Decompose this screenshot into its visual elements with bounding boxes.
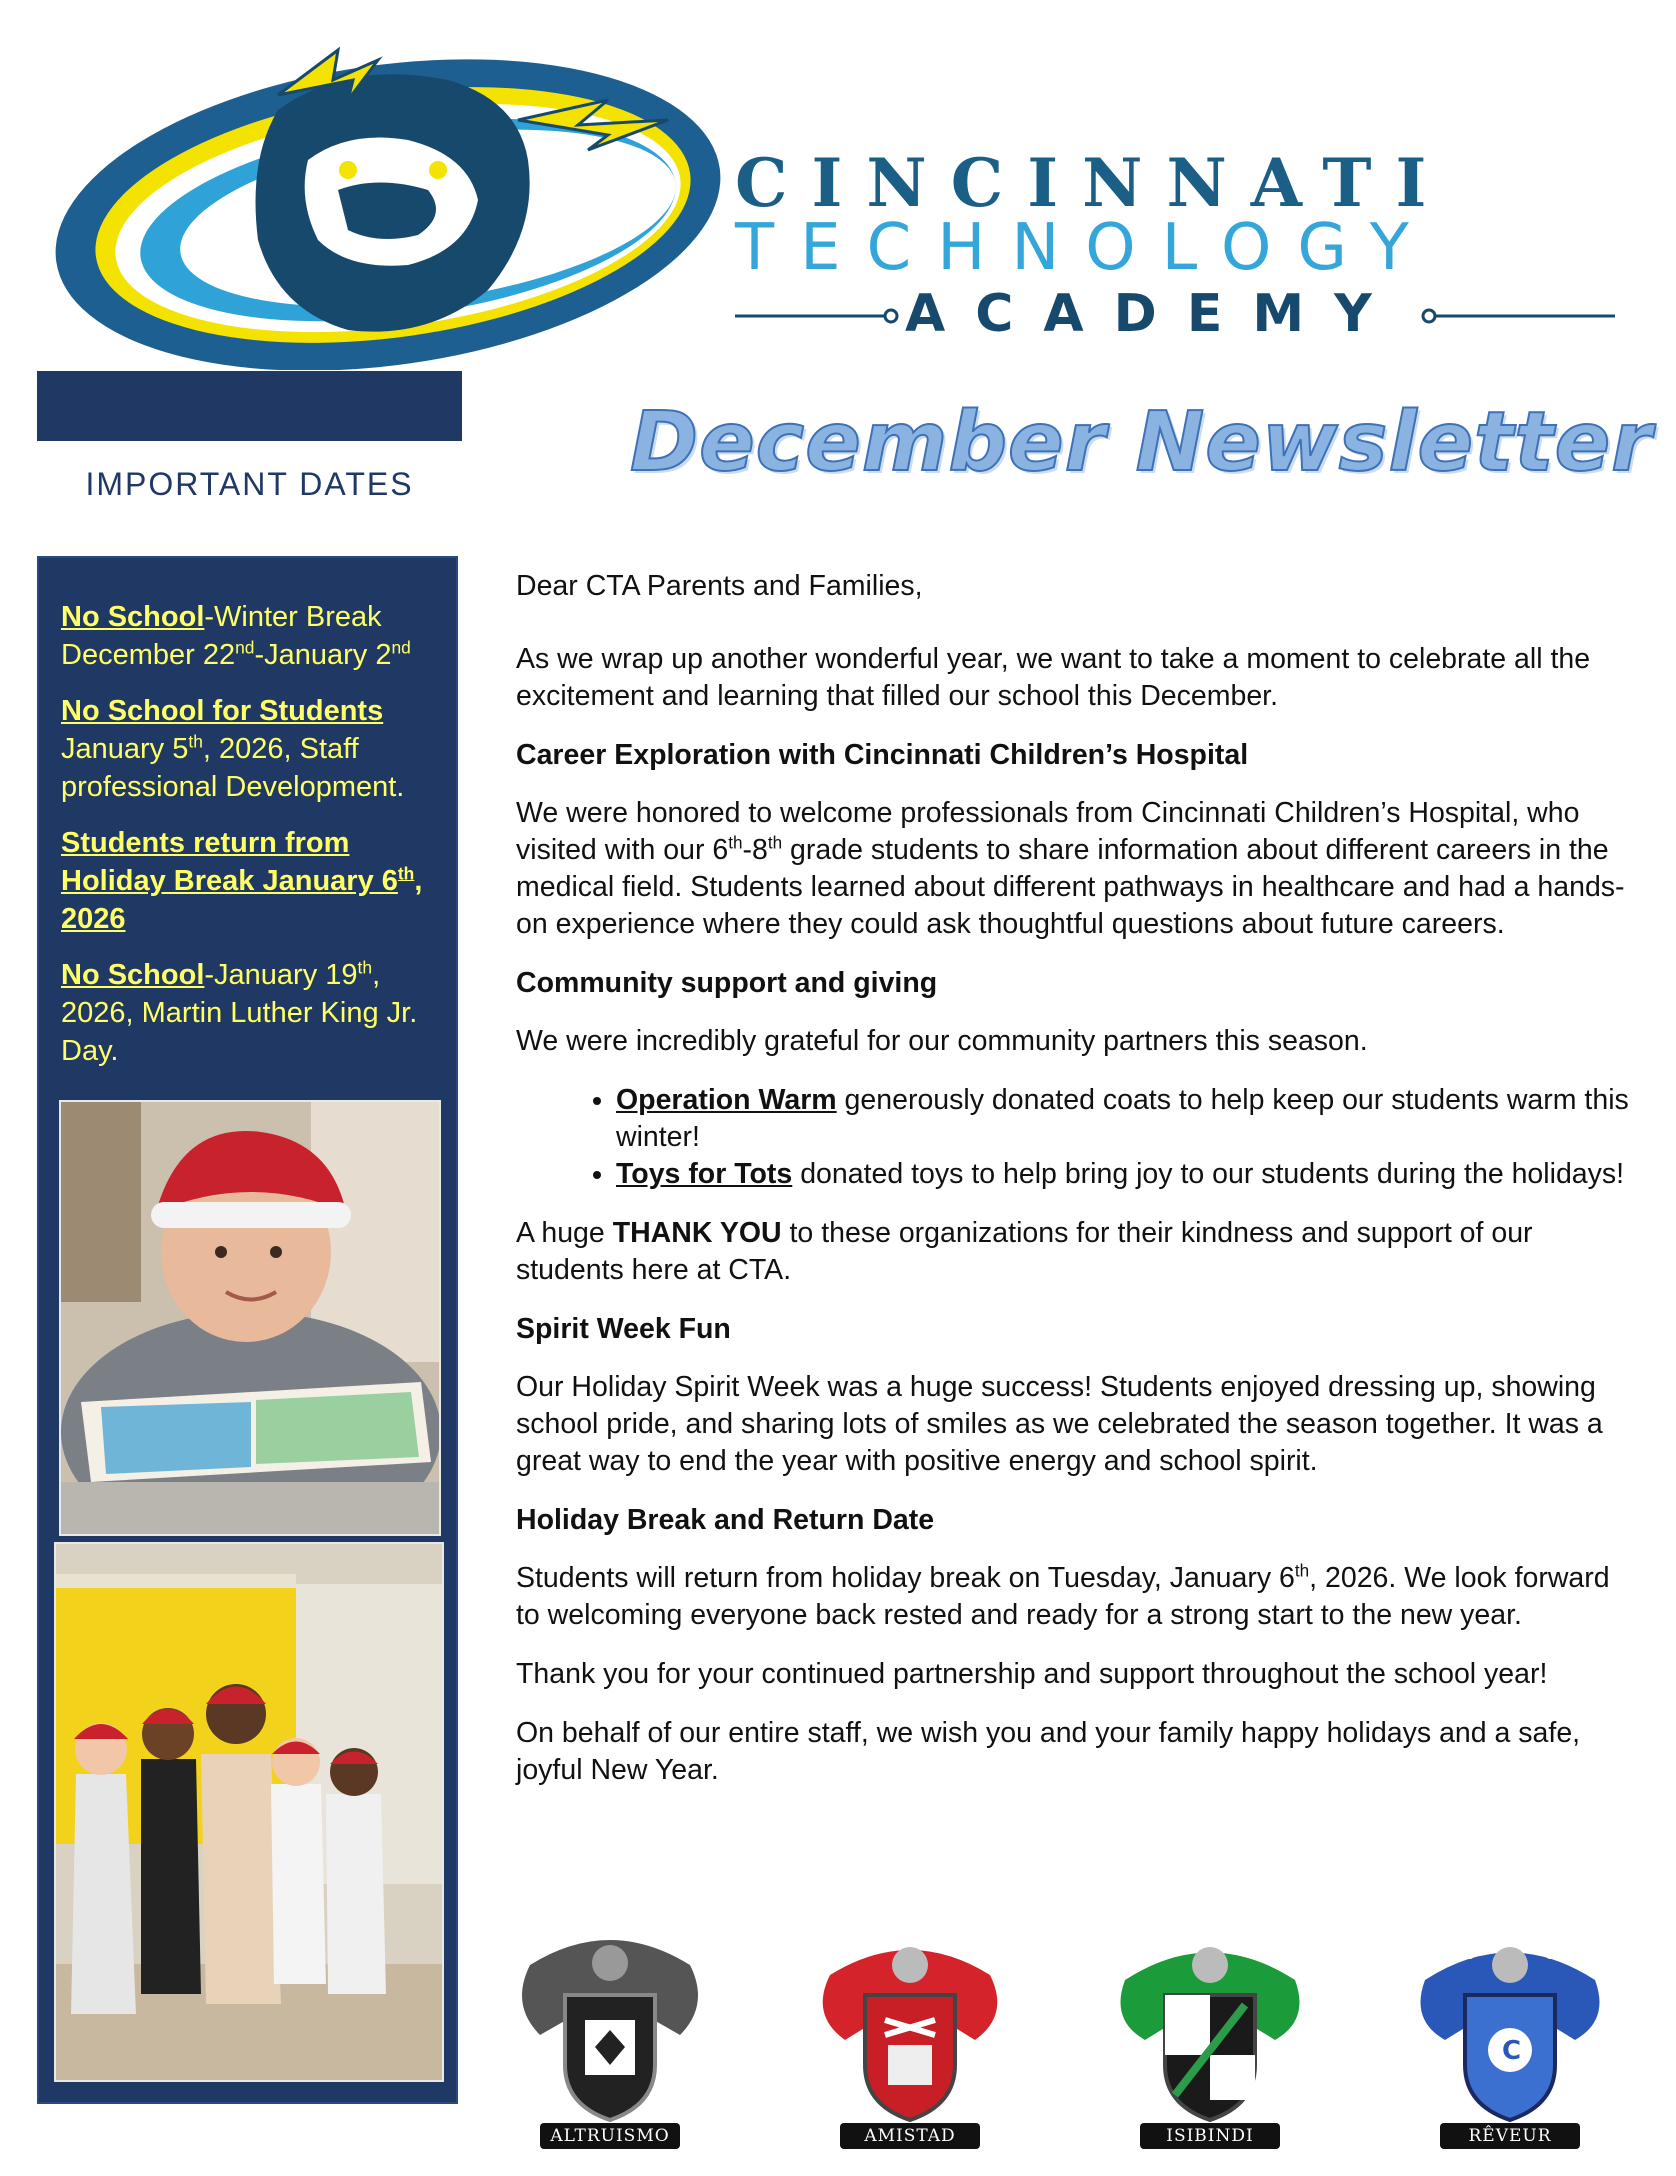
newsletter-title: December Newsletter — [630, 395, 1653, 490]
crest-shield-icon — [1410, 1925, 1610, 2125]
dates-list — [61, 598, 451, 1088]
partner-operation-warm: Operation Warm — [616, 1084, 837, 1116]
crest-reveur — [1410, 1925, 1610, 2155]
intro-paragraph: As we wrap up another wonderful year, we want to take a moment to celebrate all the excitement and learning that filled our school this December. — [516, 643, 1591, 712]
crest-shield-icon — [810, 1925, 1010, 2125]
svg-text:C: C — [1502, 2036, 1522, 2066]
closing-thanks: Thank you for your continued partnership and support throughout the school year! — [516, 1658, 1548, 1690]
wordmark-academy: ACADEMY — [905, 284, 1402, 344]
important-dates-panel — [37, 556, 458, 2104]
greeting: Dear CTA Parents and Families, — [516, 570, 923, 602]
date-item: No School-Winter Break December 22nd-January 2nd — [61, 601, 411, 671]
partner-toys-for-tots: Toys for Tots — [616, 1158, 793, 1190]
thank-you-paragraph: A huge THANK YOU to these organizations for their kindness and support of our students here at CTA. — [516, 1217, 1533, 1286]
date-item: No School for Students January 5th, 2026, Staff professional Development. — [61, 695, 405, 803]
crest-altruismo — [510, 1925, 710, 2155]
section-heading-return: Holiday Break and Return Date — [516, 1504, 935, 1536]
crest-amistad — [810, 1925, 1010, 2155]
community-intro: We were incredibly grateful for our community partners this season. — [516, 1025, 1368, 1057]
photo-students-group — [54, 1542, 444, 2082]
crest-label: RÊVEUR — [1440, 2123, 1580, 2149]
community-partner-list — [516, 1082, 1636, 1193]
section-heading-career: Career Exploration with Cincinnati Children’s Hospital — [516, 739, 1249, 771]
crest-isibindi — [1110, 1925, 1310, 2155]
date-item: Students return from Holiday Break January 6th, 2026 — [61, 827, 423, 935]
return-paragraph: Students will return from holiday break on Tuesday, January 6th, 2026. We look forward to welcoming everyone back rested and ready for a strong start to the new year. — [516, 1561, 1610, 1631]
newsletter-letter — [516, 568, 1636, 1811]
crest-label: ISIBINDI — [1140, 2123, 1280, 2149]
list-item: • Operation Warm generously donated coats to help keep our students warm this winter! — [616, 1082, 1636, 1156]
wordmark-cincinnati: CINCINNATI — [735, 144, 1451, 222]
closing-wishes: On behalf of our entire staff, we wish you and your family happy holidays and a safe, joyful New Year. — [516, 1717, 1581, 1786]
crest-shield-icon — [510, 1925, 710, 2125]
important-dates-heading: IMPORTANT DATES — [85, 466, 414, 502]
crest-label: ALTRUISMO — [540, 2123, 680, 2149]
career-paragraph: We were honored to welcome professionals from Cincinnati Children’s Hospital, who visited with our 6th-8th grade students to share information about different careers in the medical field. Students learned about different pathways in healthcare and had a hands-on experience where they could ask thoughtful questions about future careers. — [516, 797, 1625, 940]
date-item: No School-January 19th, 2026, Martin Luther King Jr. Day. — [61, 957, 418, 1067]
sidebar-header-bar — [37, 371, 462, 441]
section-heading-community: Community support and giving — [516, 967, 938, 999]
photo-student-reading — [59, 1100, 441, 1536]
spirit-paragraph: Our Holiday Spirit Week was a huge success! Students enjoyed dressing up, showing school pride, and sharing lots of smiles as we celebrated the season together. It was a great way to end the year with positive energy and school spirit. — [516, 1371, 1603, 1477]
list-item: • Toys for Tots donated toys to help bring joy to our students during the holidays! — [616, 1156, 1636, 1193]
cta-bull-logo — [48, 40, 728, 370]
school-wordmark — [735, 144, 1635, 352]
crest-label: AMISTAD — [840, 2123, 980, 2149]
crest-shield-icon — [1110, 1925, 1310, 2125]
wordmark-technology: TECHNOLOGY — [735, 211, 1435, 285]
house-crests — [510, 1925, 1640, 2155]
section-heading-spirit: Spirit Week Fun — [516, 1313, 731, 1345]
